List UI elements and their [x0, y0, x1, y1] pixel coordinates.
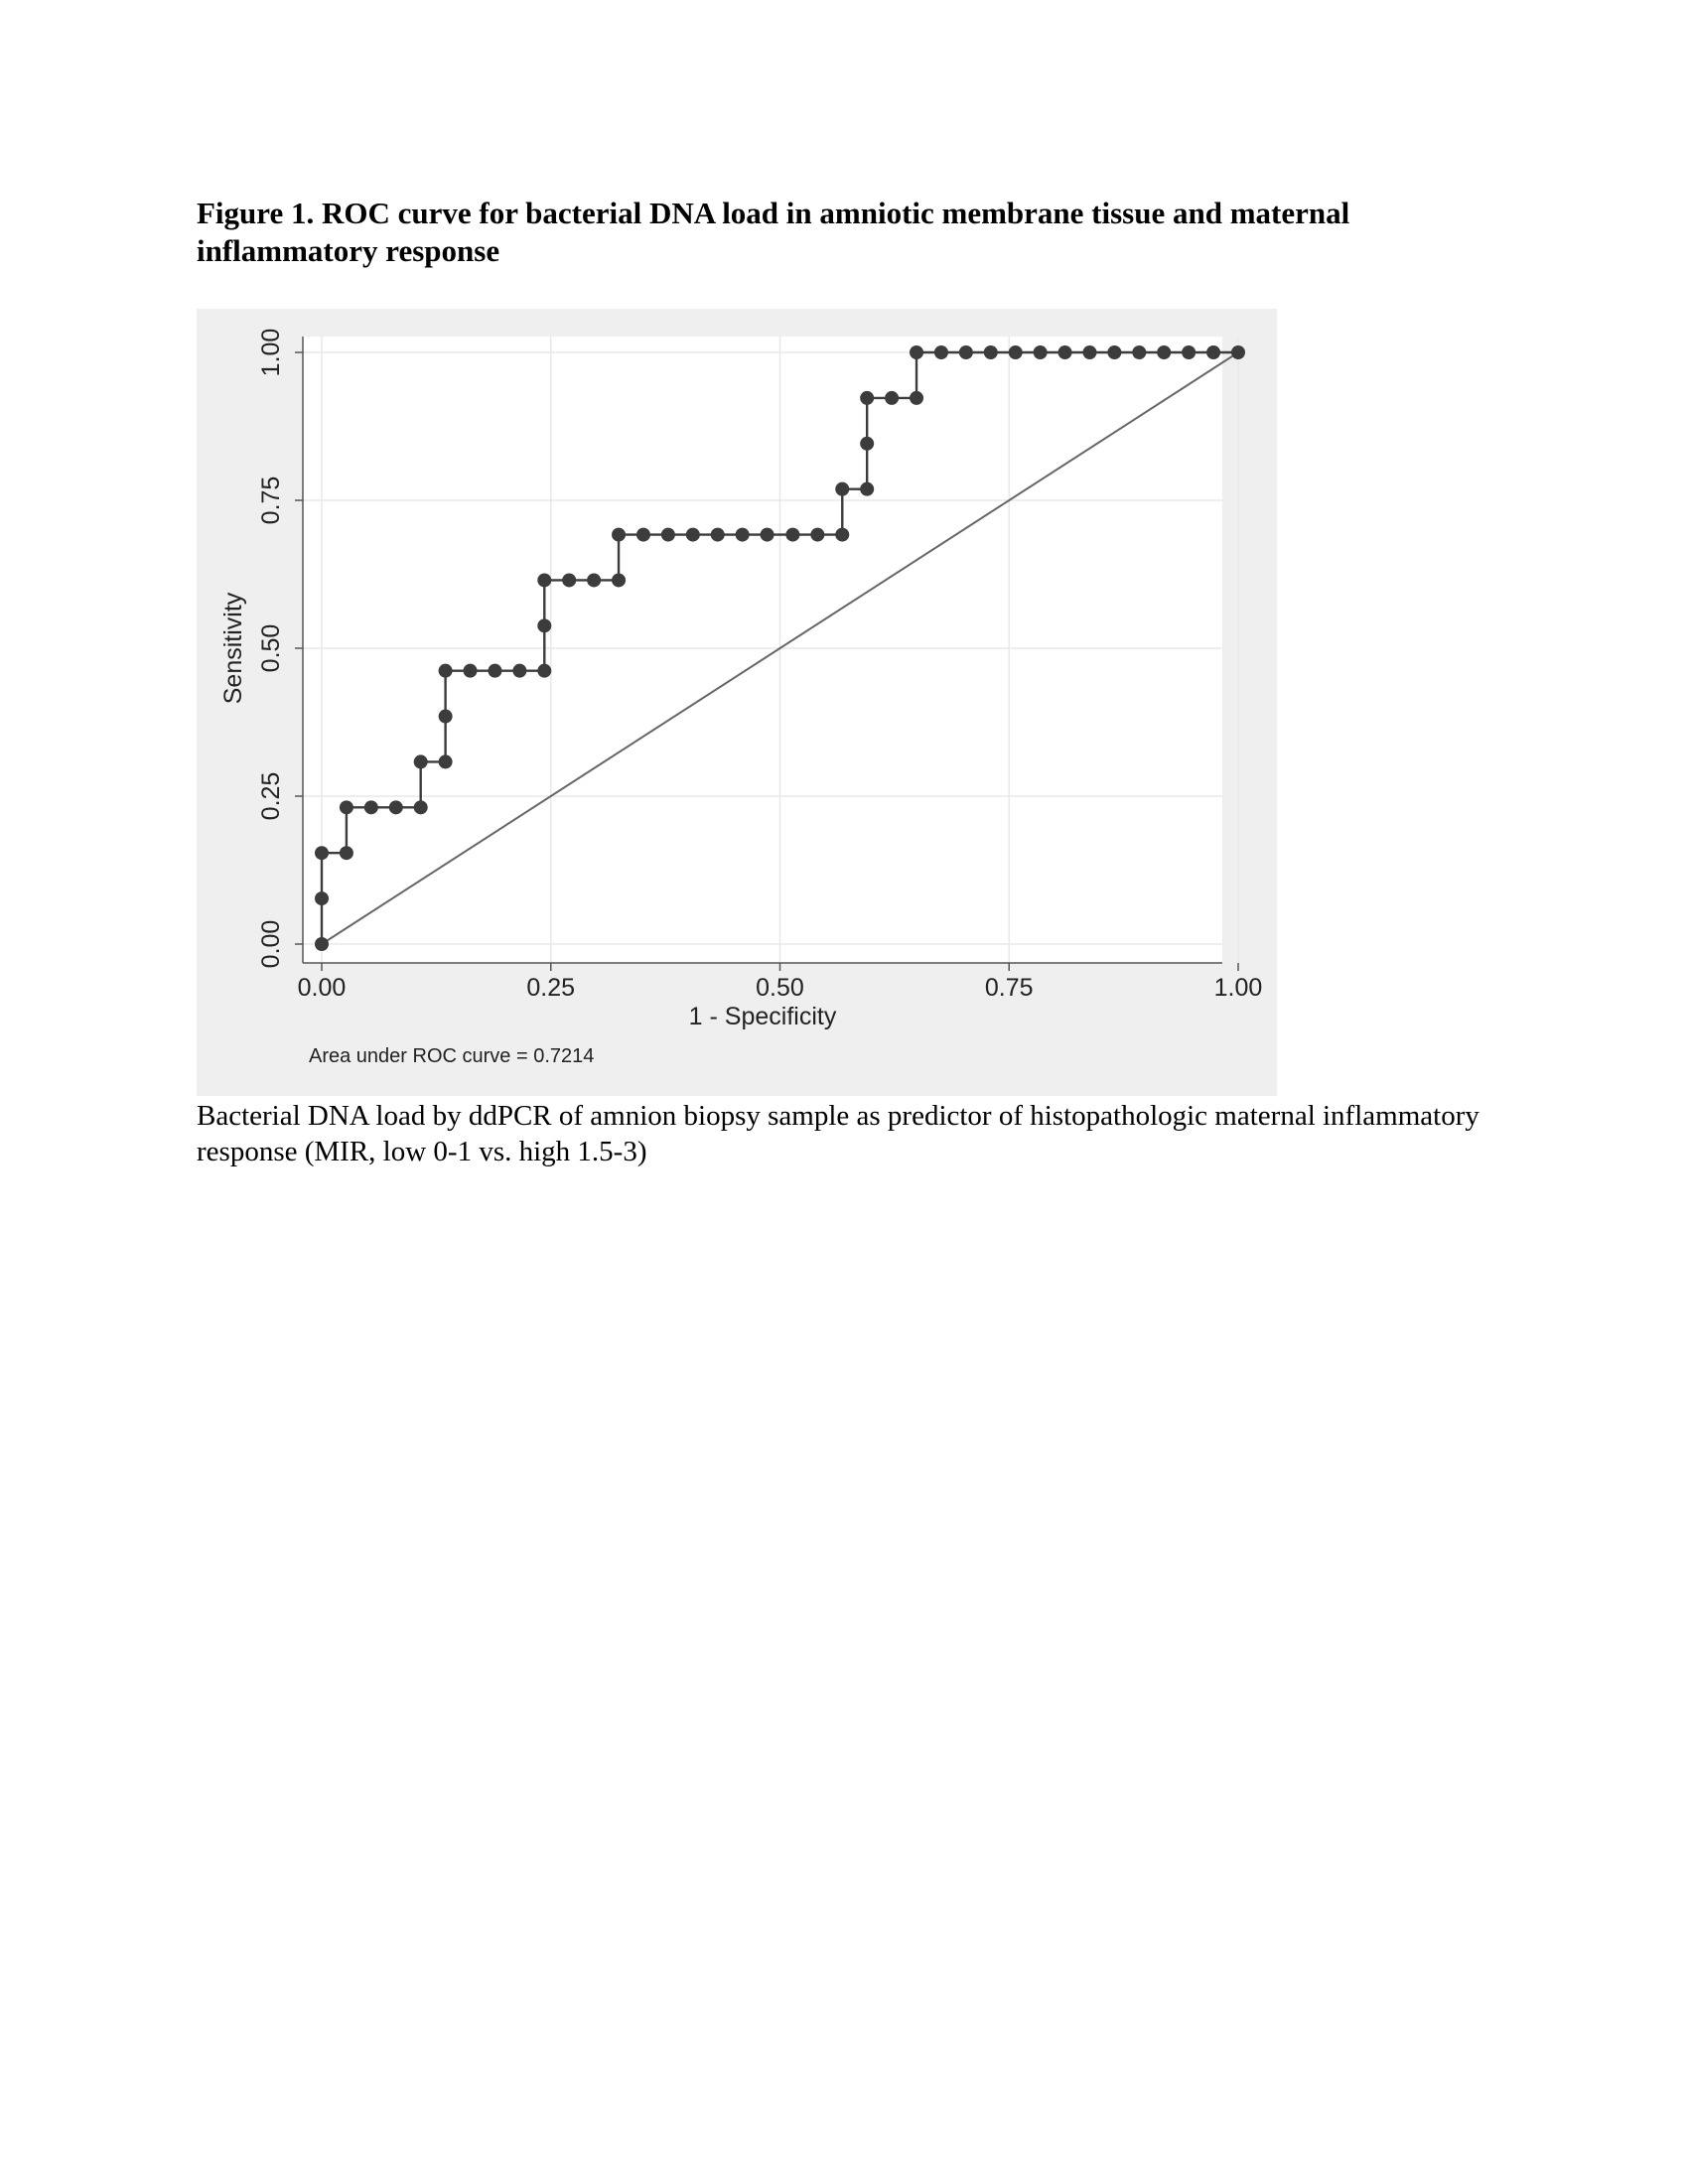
roc-point	[860, 437, 874, 451]
roc-point	[910, 391, 923, 405]
roc-point	[711, 528, 725, 542]
roc-point	[340, 846, 353, 860]
roc-point	[910, 345, 923, 359]
roc-point	[612, 573, 626, 587]
x-tick-label: 0.50	[756, 974, 804, 1002]
x-tick-label: 1.00	[1213, 974, 1263, 1002]
roc-point	[340, 800, 353, 814]
roc-point	[1034, 345, 1048, 359]
roc-point	[612, 528, 626, 542]
roc-point	[1082, 345, 1096, 359]
roc-point	[439, 664, 453, 678]
y-axis-label: Sensitivity	[219, 592, 247, 705]
roc-point	[860, 391, 874, 405]
roc-point	[785, 528, 799, 542]
roc-point	[587, 573, 601, 587]
roc-point	[315, 891, 329, 905]
roc-point	[1182, 345, 1196, 359]
roc-point	[315, 937, 329, 951]
roc-chart	[197, 309, 1277, 1096]
y-tick-label: 0.25	[257, 771, 285, 821]
auc-annotation: Area under ROC curve = 0.7214	[309, 1045, 595, 1067]
roc-point	[364, 800, 378, 814]
figure-caption: Bacterial DNA load by ddPCR of amnion biopsy sample as predictor of histopathologic maternal inflammatory response (MIR, low 0-1 vs. high 1.5-3)	[197, 1100, 1479, 1167]
roc-point	[984, 345, 998, 359]
roc-point	[636, 528, 650, 542]
y-tick-label: 0.75	[257, 476, 285, 525]
roc-point	[414, 754, 428, 768]
plot-area	[303, 337, 1222, 963]
roc-point	[1107, 345, 1121, 359]
roc-point	[439, 754, 453, 768]
x-tick-label: 0.25	[526, 974, 576, 1002]
roc-point	[1231, 345, 1245, 359]
roc-point	[315, 846, 329, 860]
roc-point	[439, 710, 453, 724]
x-tick-label: 0.75	[984, 974, 1034, 1002]
roc-point	[537, 618, 551, 632]
roc-point	[835, 528, 849, 542]
roc-point	[537, 573, 551, 587]
y-tick-label: 0.50	[257, 623, 285, 673]
x-axis-label: 1 - Specificity	[688, 1003, 837, 1030]
roc-point	[686, 528, 700, 542]
roc-point	[736, 528, 750, 542]
roc-point	[959, 345, 973, 359]
roc-point	[1058, 345, 1072, 359]
roc-point	[512, 664, 526, 678]
roc-point	[488, 664, 501, 678]
roc-point	[1206, 345, 1220, 359]
y-tick-label: 1.00	[257, 328, 285, 377]
roc-point	[464, 664, 478, 678]
roc-point	[860, 482, 874, 496]
roc-point	[1132, 345, 1146, 359]
roc-point	[1009, 345, 1023, 359]
roc-point	[835, 482, 849, 496]
figure-title: Figure 1. ROC curve for bacterial DNA load in amniotic membrane tissue and maternal inflammatory response	[197, 196, 1350, 268]
roc-point	[414, 800, 428, 814]
roc-point	[885, 391, 899, 405]
roc-point	[562, 573, 576, 587]
x-tick-label: 0.00	[297, 974, 347, 1002]
roc-point	[810, 528, 824, 542]
chart-panel	[197, 309, 1277, 1096]
roc-point	[389, 800, 403, 814]
roc-point	[1157, 345, 1171, 359]
roc-point	[761, 528, 774, 542]
y-tick-label: 0.00	[257, 919, 285, 969]
roc-point	[934, 345, 948, 359]
roc-point	[661, 528, 675, 542]
roc-point	[537, 664, 551, 678]
